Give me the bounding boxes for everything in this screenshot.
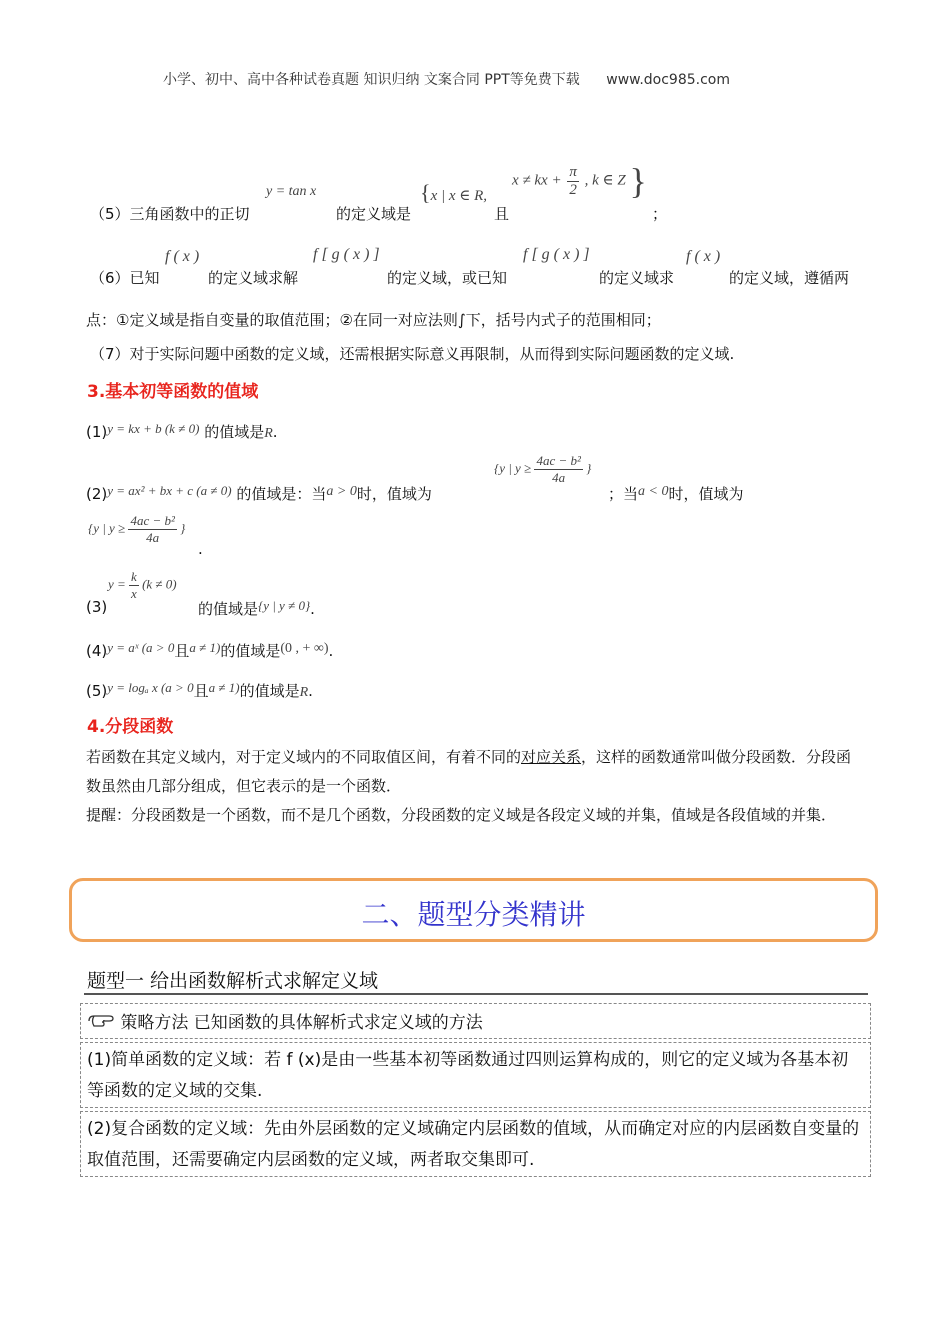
range-item-3-formula: y = $\frac{k}{x}$ (k ≠ 0) bbox=[108, 569, 177, 601]
domain-set-condition: x ≠ kx + $\frac{\pi}{2}$ , k ∈ Z } bbox=[512, 161, 647, 201]
range-item-2: (2)y = ax² + bx + c (a ≠ 0) 的值域是：当a > 0时，值域为 bbox=[86, 483, 432, 503]
range-item-4: (4)y = aˣ (a > 0且a ≠ 1)的值域是(0 , + ∞). bbox=[86, 640, 334, 660]
fx-formula-1: f ( x ) bbox=[165, 248, 200, 265]
item6-b: 的定义域求解 bbox=[208, 269, 299, 287]
strategy-title: 策略方法 已知函数的具体解析式求定义域的方法 bbox=[87, 1008, 483, 1034]
tan-formula: y = tan x bbox=[266, 184, 317, 199]
range-item-5: (5)y = logₐ x (a > 0且a ≠ 1)的值域是R. bbox=[86, 680, 313, 700]
banner-title: 二、题型分类精讲 bbox=[361, 898, 586, 931]
range-set-1: {y | y ≥ $\frac{\text{4ac − b²}}{4a}$ } bbox=[494, 453, 592, 485]
header-text: 小学、初中、高中各种试卷真题 知识归纳 文案合同 PPT等免费下载 bbox=[163, 72, 580, 88]
section4-paragraph-2: 提醒：分段函数是一个函数，而不是几个函数，分段函数的定义域是各段定义域的并集，值域是各段值域的并集． bbox=[86, 806, 837, 824]
fgx-formula-2: f [ g ( x ) ] bbox=[523, 246, 590, 263]
domain-set-left: {x | x ∈ R, bbox=[420, 180, 488, 205]
item6-d: 的定义域求 bbox=[599, 269, 675, 287]
strategy-paragraph-2: (2)复合函数的定义域：先由外层函数的定义域确定内层函数的值域，从而确定对应的内层函数自变量的取值范围，还需要确定内层函数的定义域，两者取交集即可. bbox=[87, 1119, 860, 1170]
page-header bbox=[163, 69, 730, 89]
fgx-formula-1: f [ g ( x ) ] bbox=[313, 246, 380, 263]
range-item-3-label: (3) bbox=[86, 598, 108, 616]
item5-mid: 的定义域是 bbox=[336, 205, 412, 223]
section4-paragraph-1: 若函数在其定义域内，对于定义域内的不同取值区间，有着不同的对应关系，这样的函数通常叫做分段函数．分段函数虽然由几部分组成，但它表示的是一个函数． bbox=[86, 748, 852, 795]
strategy-box-2 bbox=[80, 1111, 871, 1177]
item6-line2: 点：①定义域是指自变量的取值范围；②在同一对应法则∫下，括号内式子的范围相同； bbox=[86, 311, 661, 329]
range-item-1: (1)y = kx + b (k ≠ 0) 的值域是R. bbox=[86, 421, 278, 441]
range-set-2: {y | y ≥ $\frac{\text{4ac − b²}}{4a}$ } bbox=[88, 513, 186, 545]
item6-c: 的定义域，或已知 bbox=[387, 269, 508, 287]
section3-title: 3.基本初等函数的值域 bbox=[87, 382, 259, 402]
item5-qie: 且 bbox=[494, 205, 510, 223]
item7-text: （7）对于实际问题中函数的定义域，还需根据实际意义再限制，从而得到实际问题函数的定义域. bbox=[90, 345, 735, 363]
link-duiying[interactable]: 对应关系 bbox=[521, 748, 582, 766]
pointing-hand-icon bbox=[87, 1013, 115, 1034]
range-item-2-end: . bbox=[198, 540, 203, 558]
item5-label: （5）三角函数中的正切 bbox=[90, 205, 250, 223]
item6-a: （6）已知 bbox=[90, 269, 160, 287]
strategy-box-1 bbox=[80, 1042, 871, 1108]
range-item-3-text: 的值域是{y | y ≠ 0}. bbox=[198, 598, 315, 618]
section4-title: 4.分段函数 bbox=[87, 717, 174, 737]
strategy-paragraph-1: (1)简单函数的定义域：若 f (x)是由一些基本初等函数通过四则运算构成的，则它的定义域为各基本初等函数的定义域的交集. bbox=[87, 1050, 849, 1101]
strategy-title-box bbox=[80, 1003, 871, 1039]
tixing-title: 题型一 给出函数解析式求解定义域 bbox=[87, 970, 379, 992]
item6-e: 的定义域，遵循两 bbox=[729, 269, 850, 287]
range-item-2-b: ；当a < 0时，值域为 bbox=[608, 484, 744, 503]
header-url[interactable]: www.doc985.com bbox=[606, 72, 730, 88]
fx-formula-2: f ( x ) bbox=[686, 248, 721, 265]
item5-end: ； bbox=[652, 205, 668, 223]
tixing-underline bbox=[84, 993, 868, 995]
section-banner bbox=[69, 878, 878, 942]
